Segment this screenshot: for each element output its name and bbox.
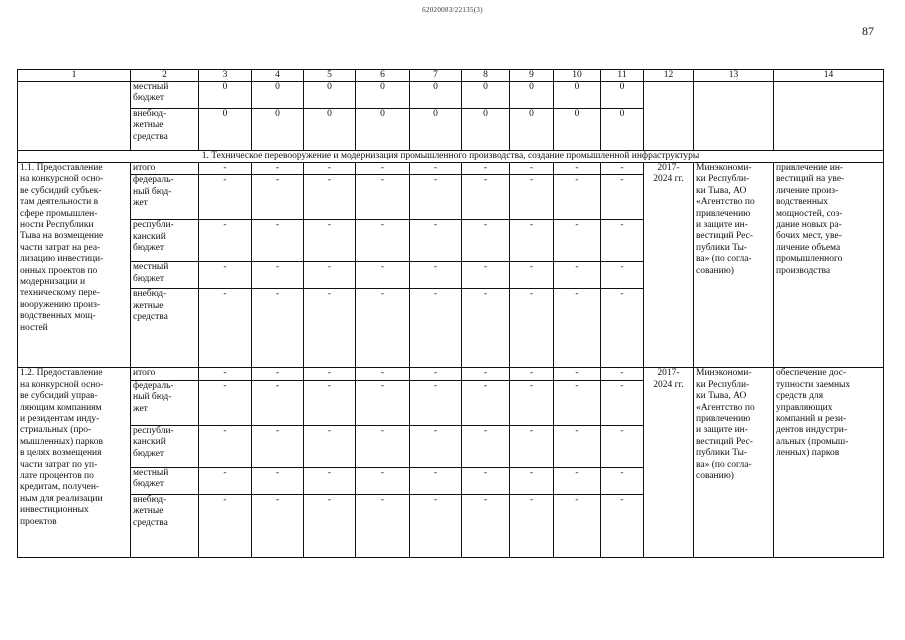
value-cell: - <box>601 163 644 175</box>
value-cell: - <box>410 163 462 175</box>
value-cell: - <box>199 175 252 220</box>
value-cell: - <box>410 494 462 557</box>
value-cell: 0 <box>252 109 304 151</box>
value-cell: - <box>252 380 304 425</box>
column-number-5: 5 <box>304 70 356 82</box>
result-cell <box>774 82 884 151</box>
section-title: 1. Техническое перевооружение и модернизация промышленного производства, создание промышленной инфраструктуры <box>18 151 884 163</box>
funding-source: итого <box>131 163 199 175</box>
value-cell: - <box>462 368 510 380</box>
value-cell: - <box>462 262 510 289</box>
value-cell: - <box>601 289 644 368</box>
value-cell: - <box>554 467 601 494</box>
value-cell: - <box>199 163 252 175</box>
value-cell: - <box>252 163 304 175</box>
value-cell: - <box>356 175 410 220</box>
funding-source: федераль- ный бюд- жет <box>131 175 199 220</box>
value-cell: - <box>410 380 462 425</box>
measure-name: 1.1. Предоставление на конкурсной осно- ве субсидий субъек- там деятельности в сфере промышлен- ности Республики Тыва на возмещение части затрат на реа- лизацию инвестици- онных проектов по модернизации и техническому пере- вооружению произ- водственных мощ- ностей <box>18 163 131 368</box>
value-cell: - <box>554 163 601 175</box>
value-cell: - <box>510 262 554 289</box>
value-cell: - <box>510 467 554 494</box>
value-cell: - <box>304 262 356 289</box>
value-cell: - <box>252 220 304 262</box>
value-cell: 0 <box>554 82 601 109</box>
document-code: 62020083/22135(3) <box>422 6 483 14</box>
column-number-10: 10 <box>554 70 601 82</box>
value-cell: - <box>410 467 462 494</box>
value-cell: - <box>199 220 252 262</box>
value-cell: - <box>252 494 304 557</box>
value-cell: - <box>304 467 356 494</box>
value-cell: 0 <box>462 109 510 151</box>
value-cell: - <box>356 163 410 175</box>
value-cell: 0 <box>199 82 252 109</box>
value-cell: - <box>252 467 304 494</box>
carry-over-row <box>18 82 884 109</box>
value-cell: - <box>356 220 410 262</box>
value-cell: - <box>199 425 252 467</box>
funding-source: внебюд- жетные средства <box>131 289 199 368</box>
result-cell: обеспечение дос- тупности заемных средств для управляющих компаний и рези- дентов индустри- альных (промыш- ленных) парков <box>774 368 884 557</box>
value-cell: - <box>410 262 462 289</box>
funding-source: республи- канский бюджет <box>131 220 199 262</box>
value-cell: - <box>510 380 554 425</box>
value-cell: - <box>554 494 601 557</box>
value-cell: - <box>410 175 462 220</box>
value-cell: - <box>554 425 601 467</box>
value-cell: - <box>510 425 554 467</box>
page-number: 87 <box>862 24 874 38</box>
value-cell: - <box>304 494 356 557</box>
value-cell: 0 <box>356 109 410 151</box>
period-cell: 2017- 2024 гг. <box>644 163 694 368</box>
value-cell: 0 <box>410 82 462 109</box>
value-cell: - <box>510 163 554 175</box>
measure-name-cell <box>18 82 131 151</box>
value-cell: - <box>410 368 462 380</box>
value-cell: 0 <box>601 109 644 151</box>
value-cell: - <box>410 425 462 467</box>
value-cell: - <box>356 380 410 425</box>
value-cell: - <box>356 262 410 289</box>
program-budget-table <box>17 69 884 558</box>
value-cell: - <box>462 467 510 494</box>
value-cell: - <box>554 175 601 220</box>
executor-cell: Минэкономи- ки Республи- ки Тыва, АО «Агентство по привлечению и защите ин- вестиций Рес- публики Ты- ва» (по согла- сованию) <box>694 163 774 368</box>
value-cell: - <box>356 425 410 467</box>
value-cell: - <box>304 368 356 380</box>
value-cell: - <box>462 380 510 425</box>
value-cell: - <box>252 425 304 467</box>
value-cell: 0 <box>304 109 356 151</box>
funding-source: итого <box>131 368 199 380</box>
column-number-7: 7 <box>410 70 462 82</box>
column-number-1: 1 <box>18 70 131 82</box>
column-number-row <box>18 70 884 82</box>
value-cell: - <box>199 289 252 368</box>
value-cell: - <box>601 262 644 289</box>
column-number-8: 8 <box>462 70 510 82</box>
value-cell: - <box>462 163 510 175</box>
value-cell: - <box>554 368 601 380</box>
value-cell: - <box>199 380 252 425</box>
value-cell: - <box>554 220 601 262</box>
value-cell: - <box>554 380 601 425</box>
value-cell: - <box>304 289 356 368</box>
value-cell: 0 <box>601 82 644 109</box>
value-cell: 0 <box>356 82 410 109</box>
value-cell: - <box>356 368 410 380</box>
column-number-13: 13 <box>694 70 774 82</box>
value-cell: - <box>601 368 644 380</box>
value-cell: - <box>304 425 356 467</box>
value-cell: 0 <box>252 82 304 109</box>
value-cell: - <box>510 175 554 220</box>
value-cell: - <box>252 289 304 368</box>
value-cell: - <box>462 425 510 467</box>
value-cell: - <box>356 289 410 368</box>
value-cell: - <box>199 467 252 494</box>
value-cell: - <box>252 262 304 289</box>
column-number-11: 11 <box>601 70 644 82</box>
funding-source: внебюд- жетные средства <box>131 109 199 151</box>
value-cell: 0 <box>410 109 462 151</box>
value-cell: 0 <box>510 82 554 109</box>
value-cell: 0 <box>510 109 554 151</box>
period-cell <box>644 82 694 151</box>
section-row <box>18 151 884 163</box>
funding-source: местный бюджет <box>131 82 199 109</box>
value-cell: - <box>304 380 356 425</box>
column-number-2: 2 <box>131 70 199 82</box>
value-cell: 0 <box>304 82 356 109</box>
value-cell: - <box>554 262 601 289</box>
value-cell: - <box>199 494 252 557</box>
period-cell: 2017- 2024 гг. <box>644 368 694 557</box>
value-cell: 0 <box>554 109 601 151</box>
value-cell: - <box>304 220 356 262</box>
column-number-9: 9 <box>510 70 554 82</box>
column-number-4: 4 <box>252 70 304 82</box>
value-cell: - <box>601 467 644 494</box>
value-cell: - <box>510 289 554 368</box>
value-cell: - <box>462 175 510 220</box>
value-cell: - <box>510 220 554 262</box>
value-cell: - <box>356 467 410 494</box>
value-cell: - <box>510 368 554 380</box>
funding-source: местный бюджет <box>131 262 199 289</box>
funding-source: республи- канский бюджет <box>131 425 199 467</box>
funding-source: местный бюджет <box>131 467 199 494</box>
funding-row <box>18 368 884 380</box>
value-cell: - <box>304 175 356 220</box>
value-cell: - <box>601 220 644 262</box>
value-cell: - <box>462 494 510 557</box>
value-cell: - <box>510 494 554 557</box>
value-cell: 0 <box>199 109 252 151</box>
measure-name: 1.2. Предоставление на конкурсной осно- ве субсидий управ- ляющим компаниям и резидентам инду- стриальных (про- мышленных) парков в целях возмещения части затрат по уп- лате процентов по кредитам, получен- ным для реализации инвестиционных проектов <box>18 368 131 557</box>
column-number-6: 6 <box>356 70 410 82</box>
value-cell: - <box>601 425 644 467</box>
table-body <box>18 70 884 558</box>
value-cell: - <box>601 494 644 557</box>
value-cell: - <box>252 175 304 220</box>
funding-row <box>18 163 884 175</box>
value-cell: - <box>410 220 462 262</box>
value-cell: 0 <box>462 82 510 109</box>
executor-cell: Минэкономи- ки Республи- ки Тыва, АО «Агентство по привлечению и защите ин- вестиций Рес- публики Ты- ва» (по согла- сованию) <box>694 368 774 557</box>
column-number-3: 3 <box>199 70 252 82</box>
funding-source: федераль- ный бюд- жет <box>131 380 199 425</box>
value-cell: - <box>462 220 510 262</box>
value-cell: - <box>410 289 462 368</box>
executor-cell <box>694 82 774 151</box>
value-cell: - <box>252 368 304 380</box>
column-number-14: 14 <box>774 70 884 82</box>
value-cell: - <box>601 175 644 220</box>
value-cell: - <box>462 289 510 368</box>
value-cell: - <box>199 368 252 380</box>
result-cell: привлечение ин- вестиций на уве- личение произ- водственных мощностей, соз- дание новых ра- бочих мест, уве- личение объема промышленного производства <box>774 163 884 368</box>
value-cell: - <box>554 289 601 368</box>
value-cell: - <box>356 494 410 557</box>
value-cell: - <box>199 262 252 289</box>
column-number-12: 12 <box>644 70 694 82</box>
funding-source: внебюд- жетные средства <box>131 494 199 557</box>
value-cell: - <box>304 163 356 175</box>
value-cell: - <box>601 380 644 425</box>
